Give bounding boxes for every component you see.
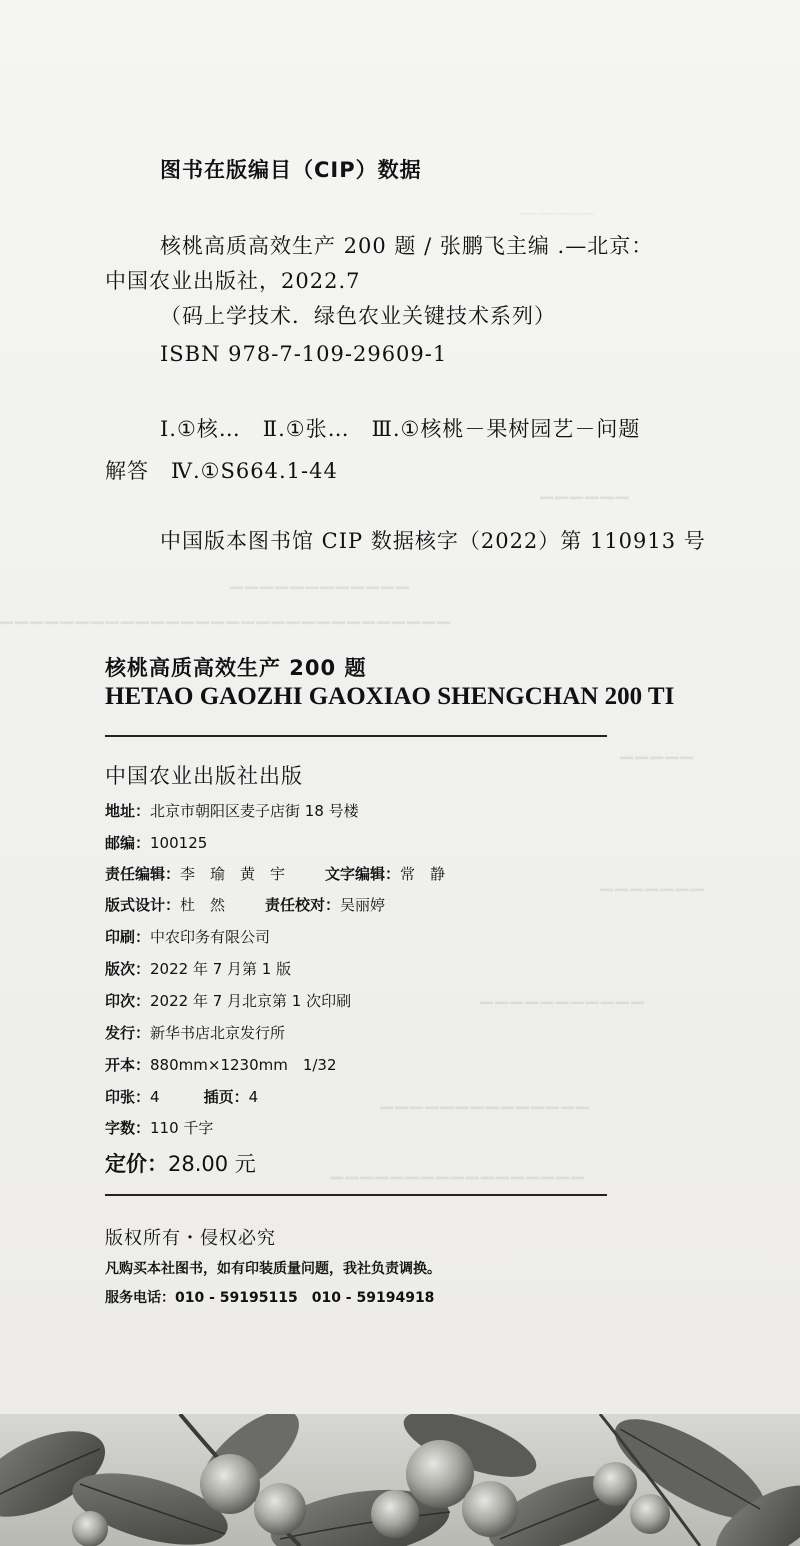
divider-top: [105, 735, 607, 737]
address-value: 北京市朝阳区麦子店街 18 号楼: [150, 802, 359, 820]
replacement-notice: 凡购买本社图书，如有印装质量问题，我社负责调换。: [105, 1261, 441, 1277]
address-row: [105, 800, 359, 821]
divider-bottom: [105, 1194, 607, 1196]
copyright-notice: 版权所有・侵权必究: [105, 1228, 276, 1249]
price-row: [105, 1148, 256, 1178]
distributor-row: [105, 1022, 285, 1043]
edition-value: 2022 年 7 月第 1 版: [150, 960, 292, 978]
walnut-photo: [0, 1414, 800, 1546]
postcode-label: 邮编：: [105, 834, 151, 852]
book-title-chinese: 核桃高质高效生产 200 题: [105, 656, 367, 680]
postcode-row: [105, 832, 207, 853]
printer-row: [105, 926, 270, 947]
words-row: [105, 1117, 213, 1138]
printer-label: 印刷：: [105, 928, 151, 946]
impression-value: 2022 年 7 月北京第 1 次印刷: [150, 992, 352, 1010]
words-label: 字数：: [105, 1119, 151, 1137]
cip-classification: Ⅰ.①核… Ⅱ.①张… Ⅲ.①核桃－果树园艺－问题: [160, 417, 641, 441]
editor-label: 责任编辑：: [105, 865, 181, 883]
cip-isbn: ISBN 978-7-109-29609-1: [160, 342, 448, 366]
design-row: [105, 894, 385, 915]
book-title-pinyin: HETAO GAOZHI GAOXIAO SHENGCHAN 200 TI: [105, 683, 675, 710]
cip-series-entry: （码上学技术．绿色农业关键技术系列）: [160, 304, 556, 328]
plates-label: 插页：: [203, 1088, 249, 1106]
address-label: 地址：: [105, 802, 151, 820]
editor-row: [105, 863, 445, 884]
impression-label: 印次：: [105, 992, 151, 1010]
editor-value: 李 瑜 黄 宇: [180, 865, 286, 883]
postcode-value: 100125: [150, 834, 208, 852]
plates-value: 4: [248, 1088, 259, 1106]
service-phone-row: [105, 1287, 434, 1307]
cip-publisher-entry: 中国农业出版社，2022.7: [105, 269, 361, 293]
sheets-row: [105, 1086, 258, 1107]
impression-row: [105, 990, 351, 1011]
service-phone-label: 服务电话：: [105, 1290, 175, 1306]
cip-record-number: 中国版本图书馆 CIP 数据核字（2022）第 110913 号: [160, 529, 706, 553]
proof-label: 责任校对：: [265, 896, 341, 914]
price-value: 28.00 元: [168, 1152, 256, 1176]
distributor-label: 发行：: [105, 1024, 151, 1042]
format-label: 开本：: [105, 1056, 151, 1074]
cip-title: 图书在版编目（CIP）数据: [160, 158, 422, 182]
printer-value: 中农印务有限公司: [150, 928, 271, 946]
design-label: 版式设计：: [105, 896, 181, 914]
proof-value: 吴丽婷: [340, 896, 386, 914]
design-value: 杜 然: [180, 896, 226, 914]
format-value: 880mm×1230mm 1/32: [150, 1056, 337, 1074]
text-editor-value: 常 静: [400, 865, 446, 883]
price-label: 定价：: [105, 1152, 168, 1176]
copyright-page: ＿＿＿＿ ▁▁▁▁▁▁ ▁▁▁▁▁▁▁▁▁▁▁▁ ▁▁▁▁▁▁▁▁▁▁▁▁▁▁▁▁▁▁▁▁▁▁▁▁▁▁▁▁▁▁ ▁▁▁▁▁ ▁▁▁▁▁▁▁ ▁▁▁▁▁▁▁▁▁▁▁ ▁▁▁▁▁▁▁▁▁▁▁▁▁▁ ▁▁▁▁▁▁▁▁▁▁▁▁▁▁▁▁▁ 图书在版编目（CIP）数据 核桃高质高效生产 200 题 / 张鹏飞主编 .—北京： 中国农业出版社，2022.7 （码上学技术．绿色农业关键技术系列） ISBN 978-7-109-29609-1 Ⅰ.①核… Ⅱ.①张… Ⅲ.①核桃－果树园艺－问题 解答 Ⅳ.①S664.1-44 中国版本图书馆 CIP 数据核字（2022）第 110913 号 核桃高质高效生产 200 题 HETAO GAOZHI GAOXIAO SHENGCHAN 200 TI 中国农业出版社出版 地址：北京市朝阳区麦子店街 18 号楼 邮编：100125 责任编辑：李 瑜 黄 宇 文字编辑：常 静 版式设计：杜 然 责任校对：吴丽婷 印刷：中农印务有限公司 版次：2022 年 7 月第 1 版 印次：2022 年 7 月北京第 1 次印刷 发行：新华书店北京发行所 开本：880mm×1230mm 1/32 印张：4 插页：4 字数：110 千字 定价：28.00 元 版权所有・侵权必究 凡购买本社图书，如有印装质量问题，我社负责调换。 服务电话：010 - 59195115 010 - 59194918: [0, 0, 800, 1546]
sheets-value: 4: [150, 1088, 160, 1106]
edition-label: 版次：: [105, 960, 151, 978]
text-editor-label: 文字编辑：: [325, 865, 401, 883]
publisher-line: 中国农业出版社出版: [105, 764, 303, 788]
edition-row: [105, 958, 291, 979]
cip-book-entry: 核桃高质高效生产 200 题 / 张鹏飞主编 .—北京：: [160, 234, 654, 258]
sheets-label: 印张：: [105, 1088, 151, 1106]
walnut-photo-strip: [0, 1414, 800, 1546]
format-row: [105, 1054, 337, 1075]
cip-classification-cont: 解答 Ⅳ.①S664.1-44: [105, 459, 338, 483]
service-phone-value: 010 - 59195115 010 - 59194918: [175, 1290, 435, 1306]
distributor-value: 新华书店北京发行所: [150, 1024, 286, 1042]
words-value: 110 千字: [150, 1119, 214, 1137]
